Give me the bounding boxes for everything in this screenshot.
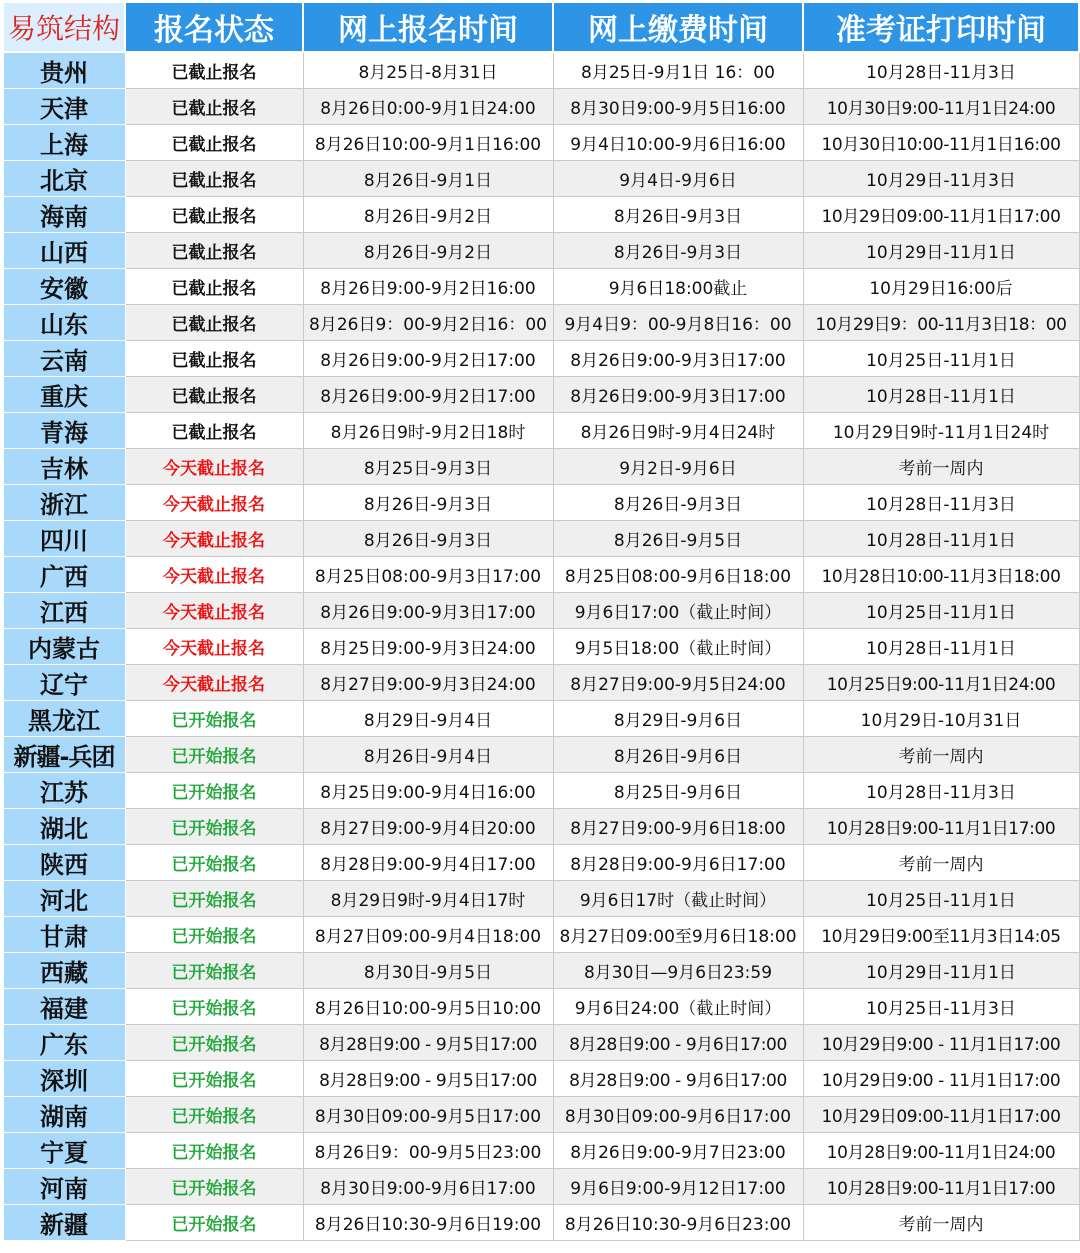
status-cell: 今天截止报名: [125, 485, 303, 521]
province-cell: 云南: [3, 341, 125, 377]
ticket-time-cell: 10月29日9时-11月1日24时: [803, 413, 1079, 449]
status-cell: 已开始报名: [125, 1025, 303, 1061]
table-row: [3, 557, 1079, 593]
table-row: [3, 197, 1079, 233]
table-row: [3, 341, 1079, 377]
payment-time-cell: 9月2日-9月6日: [553, 449, 803, 485]
header-payment-time: 网上缴费时间: [553, 2, 803, 52]
status-cell: 已开始报名: [125, 1133, 303, 1169]
table-row: [3, 665, 1079, 701]
register-time-cell: 8月25日-8月31日: [303, 52, 553, 89]
table-row: [3, 629, 1079, 665]
payment-time-cell: 9月4日-9月6日: [553, 161, 803, 197]
payment-time-cell: 9月6日24:00（截止时间）: [553, 989, 803, 1025]
ticket-time-cell: 10月25日9:00-11月1日24:00: [803, 665, 1079, 701]
status-cell: 已截止报名: [125, 89, 303, 125]
register-time-cell: 8月26日-9月2日: [303, 233, 553, 269]
status-cell: 今天截止报名: [125, 449, 303, 485]
payment-time-cell: 9月6日17时（截止时间）: [553, 881, 803, 917]
table-row: [3, 485, 1079, 521]
province-cell: 北京: [3, 161, 125, 197]
payment-time-cell: 8月25日-9月6日: [553, 773, 803, 809]
table-body: [3, 52, 1079, 1241]
ticket-time-cell: 10月29日16:00后: [803, 269, 1079, 305]
province-cell: 新疆-兵团: [3, 737, 125, 773]
table-row: [3, 737, 1079, 773]
payment-time-cell: 8月26日-9月3日: [553, 485, 803, 521]
register-time-cell: 8月30日-9月5日: [303, 953, 553, 989]
province-cell: 江西: [3, 593, 125, 629]
status-cell: 今天截止报名: [125, 521, 303, 557]
status-cell: 已开始报名: [125, 1061, 303, 1097]
payment-time-cell: 9月6日18:00截止: [553, 269, 803, 305]
province-cell: 山东: [3, 305, 125, 341]
status-cell: 已截止报名: [125, 377, 303, 413]
province-cell: 陕西: [3, 845, 125, 881]
register-time-cell: 8月26日-9月2日: [303, 197, 553, 233]
register-time-cell: 8月25日08:00-9月3日17:00: [303, 557, 553, 593]
payment-time-cell: 8月30日—9月6日23:59: [553, 953, 803, 989]
table-row: [3, 701, 1079, 737]
status-cell: 已开始报名: [125, 809, 303, 845]
ticket-time-cell: 10月28日-11月3日: [803, 52, 1079, 89]
status-cell: 已截止报名: [125, 125, 303, 161]
ticket-time-cell: 10月29日9：00-11月3日18：00: [803, 305, 1079, 341]
register-time-cell: 8月26日0:00-9月1日24:00: [303, 89, 553, 125]
payment-time-cell: 8月27日9:00-9月5日24:00: [553, 665, 803, 701]
province-cell: 黑龙江: [3, 701, 125, 737]
province-cell: 甘肃: [3, 917, 125, 953]
province-cell: 贵州: [3, 52, 125, 89]
status-cell: 已截止报名: [125, 233, 303, 269]
status-cell: 已截止报名: [125, 197, 303, 233]
payment-time-cell: 8月28日9:00 - 9月6日17:00: [553, 1025, 803, 1061]
header-ticket-time: 准考证打印时间: [803, 2, 1079, 52]
register-time-cell: 8月26日-9月4日: [303, 737, 553, 773]
ticket-time-cell: 10月28日10:00-11月3日18:00: [803, 557, 1079, 593]
register-time-cell: 8月26日9:00-9月2日16:00: [303, 269, 553, 305]
province-cell: 海南: [3, 197, 125, 233]
province-cell: 深圳: [3, 1061, 125, 1097]
table-row: [3, 52, 1079, 89]
payment-time-cell: 8月26日9:00-9月3日17:00: [553, 377, 803, 413]
ticket-time-cell: 10月30日10:00-11月1日16:00: [803, 125, 1079, 161]
payment-time-cell: 9月4日10:00-9月6日16:00: [553, 125, 803, 161]
province-cell: 浙江: [3, 485, 125, 521]
ticket-time-cell: 考前一周内: [803, 737, 1079, 773]
ticket-time-cell: 10月25日-11月1日: [803, 593, 1079, 629]
register-time-cell: 8月30日09:00-9月5日17:00: [303, 1097, 553, 1133]
table-row: [3, 773, 1079, 809]
register-time-cell: 8月28日9:00 - 9月5日17:00: [303, 1061, 553, 1097]
province-cell: 山西: [3, 233, 125, 269]
table-row: [3, 161, 1079, 197]
register-time-cell: 8月28日9:00 - 9月5日17:00: [303, 1025, 553, 1061]
ticket-time-cell: 10月29日09:00-11月1日17:00: [803, 1097, 1079, 1133]
payment-time-cell: 8月26日-9月6日: [553, 737, 803, 773]
payment-time-cell: 8月25日08:00-9月6日18:00: [553, 557, 803, 593]
payment-time-cell: 9月4日9：00-9月8日16：00: [553, 305, 803, 341]
payment-time-cell: 8月28日9:00-9月6日17:00: [553, 845, 803, 881]
table-row: [3, 89, 1079, 125]
status-cell: 已截止报名: [125, 52, 303, 89]
register-time-cell: 8月25日-9月3日: [303, 449, 553, 485]
register-time-cell: 8月29日-9月4日: [303, 701, 553, 737]
ticket-time-cell: 考前一周内: [803, 1205, 1079, 1241]
status-cell: 今天截止报名: [125, 665, 303, 701]
table-row: [3, 1133, 1079, 1169]
status-cell: 已截止报名: [125, 161, 303, 197]
ticket-time-cell: 10月29日-11月3日: [803, 161, 1079, 197]
register-time-cell: 8月26日10:00-9月5日10:00: [303, 989, 553, 1025]
payment-time-cell: 8月26日-9月5日: [553, 521, 803, 557]
table-row: [3, 881, 1079, 917]
table-row: [3, 953, 1079, 989]
table-row: [3, 413, 1079, 449]
ticket-time-cell: 10月30日9:00-11月1日24:00: [803, 89, 1079, 125]
table-row: [3, 593, 1079, 629]
register-time-cell: 8月25日9:00-9月4日16:00: [303, 773, 553, 809]
table-row: [3, 269, 1079, 305]
payment-time-cell: 8月27日09:00至9月6日18:00: [553, 917, 803, 953]
ticket-time-cell: 10月29日-10月31日: [803, 701, 1079, 737]
payment-time-cell: 8月26日9:00-9月3日17:00: [553, 341, 803, 377]
status-cell: 已开始报名: [125, 845, 303, 881]
register-time-cell: 8月26日-9月3日: [303, 485, 553, 521]
table-row: [3, 1097, 1079, 1133]
ticket-time-cell: 10月29日-11月1日: [803, 233, 1079, 269]
ticket-time-cell: 10月29日9:00至11月3日14:05: [803, 917, 1079, 953]
status-cell: 已开始报名: [125, 773, 303, 809]
province-cell: 福建: [3, 989, 125, 1025]
ticket-time-cell: 10月28日-11月1日: [803, 629, 1079, 665]
payment-time-cell: 8月30日9:00-9月5日16:00: [553, 89, 803, 125]
ticket-time-cell: 考前一周内: [803, 449, 1079, 485]
payment-time-cell: 8月25日-9月1日 16：00: [553, 52, 803, 89]
ticket-time-cell: 10月25日-11月1日: [803, 341, 1079, 377]
payment-time-cell: 8月29日-9月6日: [553, 701, 803, 737]
register-time-cell: 8月26日9时-9月2日18时: [303, 413, 553, 449]
status-cell: 已截止报名: [125, 413, 303, 449]
status-cell: 已开始报名: [125, 737, 303, 773]
province-cell: 湖南: [3, 1097, 125, 1133]
status-cell: 已开始报名: [125, 1205, 303, 1241]
ticket-time-cell: 10月25日-11月3日: [803, 989, 1079, 1025]
status-cell: 已截止报名: [125, 341, 303, 377]
table-row: [3, 1205, 1079, 1241]
status-cell: 今天截止报名: [125, 593, 303, 629]
ticket-time-cell: 10月28日-11月1日: [803, 521, 1079, 557]
register-time-cell: 8月26日9：00-9月2日16：00: [303, 305, 553, 341]
status-cell: 已截止报名: [125, 305, 303, 341]
province-cell: 江苏: [3, 773, 125, 809]
table-row: [3, 1169, 1079, 1205]
register-time-cell: 8月26日9:00-9月3日17:00: [303, 593, 553, 629]
status-cell: 已开始报名: [125, 701, 303, 737]
province-cell: 河北: [3, 881, 125, 917]
province-cell: 西藏: [3, 953, 125, 989]
register-time-cell: 8月29日9时-9月4日17时: [303, 881, 553, 917]
province-cell: 吉林: [3, 449, 125, 485]
register-time-cell: 8月25日9:00-9月3日24:00: [303, 629, 553, 665]
register-time-cell: 8月27日09:00-9月4日18:00: [303, 917, 553, 953]
table-row: [3, 233, 1079, 269]
table-row: [3, 305, 1079, 341]
ticket-time-cell: 考前一周内: [803, 845, 1079, 881]
register-time-cell: 8月26日-9月3日: [303, 521, 553, 557]
register-time-cell: 8月26日9:00-9月2日17:00: [303, 341, 553, 377]
ticket-time-cell: 10月28日-11月1日: [803, 377, 1079, 413]
ticket-time-cell: 10月28日9:00-11月1日24:00: [803, 1133, 1079, 1169]
payment-time-cell: 8月26日9:00-9月7日23:00: [553, 1133, 803, 1169]
payment-time-cell: 8月26日-9月3日: [553, 233, 803, 269]
province-cell: 上海: [3, 125, 125, 161]
status-cell: 今天截止报名: [125, 557, 303, 593]
status-cell: 已开始报名: [125, 989, 303, 1025]
header-row: [3, 2, 1079, 52]
status-cell: 已开始报名: [125, 881, 303, 917]
payment-time-cell: 8月26日9时-9月4日24时: [553, 413, 803, 449]
table-row: [3, 1061, 1079, 1097]
register-time-cell: 8月26日9:00-9月2日17:00: [303, 377, 553, 413]
province-cell: 四川: [3, 521, 125, 557]
payment-time-cell: 8月26日10:30-9月6日23:00: [553, 1205, 803, 1241]
province-cell: 宁夏: [3, 1133, 125, 1169]
exam-schedule-table: [2, 1, 1080, 1241]
ticket-time-cell: 10月28日9:00-11月1日17:00: [803, 1169, 1079, 1205]
table-row: [3, 125, 1079, 161]
payment-time-cell: 8月28日9:00 - 9月6日17:00: [553, 1061, 803, 1097]
province-cell: 广东: [3, 1025, 125, 1061]
header-register-time: 网上报名时间: [303, 2, 553, 52]
province-cell: 湖北: [3, 809, 125, 845]
province-cell: 广西: [3, 557, 125, 593]
status-cell: 已开始报名: [125, 1097, 303, 1133]
register-time-cell: 8月30日9:00-9月6日17:00: [303, 1169, 553, 1205]
ticket-time-cell: 10月29日9:00 - 11月1日17:00: [803, 1061, 1079, 1097]
register-time-cell: 8月27日9:00-9月3日24:00: [303, 665, 553, 701]
status-cell: 已截止报名: [125, 269, 303, 305]
table-row: [3, 809, 1079, 845]
province-cell: 青海: [3, 413, 125, 449]
ticket-time-cell: 10月29日9:00 - 11月1日17:00: [803, 1025, 1079, 1061]
ticket-time-cell: 10月25日-11月1日: [803, 881, 1079, 917]
register-time-cell: 8月26日9：00-9月5日23:00: [303, 1133, 553, 1169]
payment-time-cell: 9月5日18:00（截止时间）: [553, 629, 803, 665]
register-time-cell: 8月26日10:00-9月1日16:00: [303, 125, 553, 161]
register-time-cell: 8月27日9:00-9月4日20:00: [303, 809, 553, 845]
header-status: 报名状态: [125, 2, 303, 52]
province-cell: 内蒙古: [3, 629, 125, 665]
table-row: [3, 449, 1079, 485]
ticket-time-cell: 10月28日-11月3日: [803, 773, 1079, 809]
province-cell: 河南: [3, 1169, 125, 1205]
table-row: [3, 989, 1079, 1025]
payment-time-cell: 8月26日-9月3日: [553, 197, 803, 233]
status-cell: 已开始报名: [125, 1169, 303, 1205]
ticket-time-cell: 10月28日-11月3日: [803, 485, 1079, 521]
ticket-time-cell: 10月29日-11月1日: [803, 953, 1079, 989]
payment-time-cell: 8月30日09:00-9月6日17:00: [553, 1097, 803, 1133]
province-cell: 新疆: [3, 1205, 125, 1241]
province-cell: 重庆: [3, 377, 125, 413]
brand-header: 易筑结构: [3, 2, 125, 52]
status-cell: 已开始报名: [125, 917, 303, 953]
payment-time-cell: 9月6日17:00（截止时间）: [553, 593, 803, 629]
register-time-cell: 8月26日10:30-9月6日19:00: [303, 1205, 553, 1241]
register-time-cell: 8月26日-9月1日: [303, 161, 553, 197]
ticket-time-cell: 10月28日9:00-11月1日17:00: [803, 809, 1079, 845]
province-cell: 安徽: [3, 269, 125, 305]
table-row: [3, 521, 1079, 557]
table-row: [3, 1025, 1079, 1061]
status-cell: 今天截止报名: [125, 629, 303, 665]
table-row: [3, 377, 1079, 413]
province-cell: 天津: [3, 89, 125, 125]
register-time-cell: 8月28日9:00-9月4日17:00: [303, 845, 553, 881]
ticket-time-cell: 10月29日09:00-11月1日17:00: [803, 197, 1079, 233]
payment-time-cell: 9月6日9:00-9月12日17:00: [553, 1169, 803, 1205]
status-cell: 已开始报名: [125, 953, 303, 989]
province-cell: 辽宁: [3, 665, 125, 701]
payment-time-cell: 8月27日9:00-9月6日18:00: [553, 809, 803, 845]
table-row: [3, 917, 1079, 953]
table-row: [3, 845, 1079, 881]
